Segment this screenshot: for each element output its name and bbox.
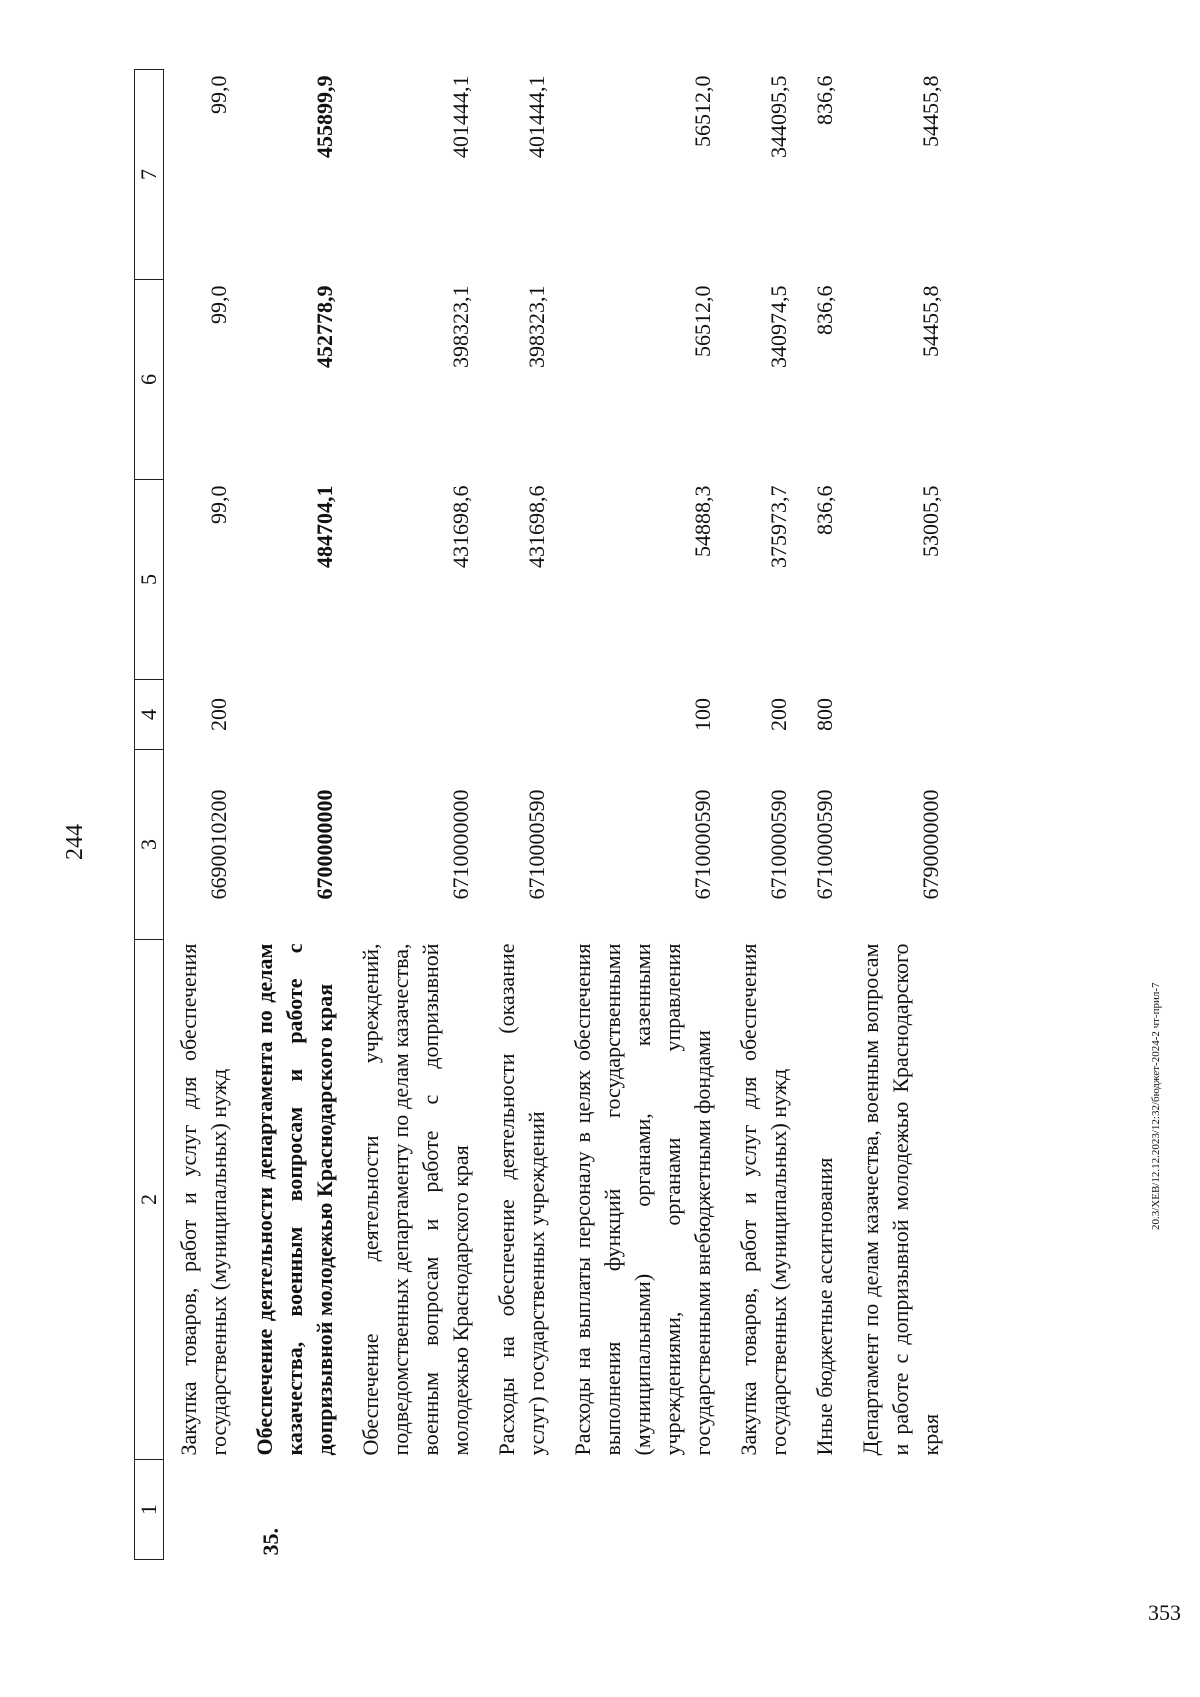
row-code: 6710000590 <box>812 789 837 900</box>
row-code: 6710000000 <box>448 789 473 900</box>
page-number: 353 <box>1148 1600 1181 1625</box>
row-value-6: 56512,0 <box>690 285 715 357</box>
row-name: Расходы на обеспечение деятельности (оказание услуг) государственных учреждений <box>494 943 549 1456</box>
header-col-5: 5 <box>135 480 164 680</box>
row-name: Расходы на выплаты персоналу в целях обеспечения выполнения функций государственными (муниципальными) органами, казенными учреждениями, органами управления государственными внебюджетными фондами <box>570 943 715 1456</box>
row-value-5: 484704,1 <box>312 485 337 568</box>
row-type: 200 <box>206 698 231 731</box>
row-number <box>724 1460 800 1560</box>
table-row <box>346 70 482 1560</box>
row-value-7: 401444,1 <box>448 75 473 158</box>
row-type: 200 <box>766 698 791 731</box>
row-code: 6710000590 <box>524 789 549 900</box>
row-code: 6700000000 <box>312 789 337 900</box>
row-value-5: 375973,7 <box>766 485 791 568</box>
row-name: Закупка товаров, работ и услуг для обеспечения государственных (муниципальных) нужд <box>736 943 791 1456</box>
row-value-6: 398323,1 <box>448 285 473 368</box>
row-value-6: 340974,5 <box>766 285 791 368</box>
row-value-5: 53005,5 <box>918 485 943 557</box>
table-row <box>164 70 241 1560</box>
row-number <box>346 1460 482 1560</box>
row-number <box>164 1460 241 1560</box>
row-type <box>346 680 482 750</box>
row-name: Обеспечение деятельности учреждений, подведомственных департаменту по делам казачества, военным вопросам и работе с допризывной молодежью Краснодарского края <box>358 943 473 1456</box>
row-value-6: 398323,1 <box>524 285 549 368</box>
row-code: 6690010200 <box>206 789 231 900</box>
table-row <box>558 70 724 1560</box>
row-type <box>846 680 952 750</box>
table-row <box>724 70 800 1560</box>
row-value-7: 56512,0 <box>690 75 715 147</box>
row-value-5: 836,6 <box>812 485 837 535</box>
row-code: 6710000590 <box>766 789 791 900</box>
row-type: 800 <box>812 698 837 731</box>
row-name: Иные бюджетные ассигнования <box>812 1157 837 1456</box>
row-code: 6790000000 <box>918 789 943 900</box>
row-number <box>482 1460 558 1560</box>
row-type <box>482 680 558 750</box>
row-value-6: 54455,8 <box>918 285 943 357</box>
table-row <box>800 70 846 1560</box>
header-col-7: 7 <box>135 70 164 280</box>
row-value-7: 401444,1 <box>524 75 549 158</box>
row-value-5: 431698,6 <box>448 485 473 568</box>
row-value-5: 431698,6 <box>524 485 549 568</box>
document-footer-code: 20.3/XEB/12.12.2023/12:32/бюджет-2024-2 чт-прил-7 <box>1150 982 1162 1230</box>
row-value-7: 54455,8 <box>918 75 943 147</box>
header-col-3: 3 <box>135 750 164 940</box>
row-code: 6710000590 <box>690 789 715 900</box>
row-name: Закупка товаров, работ и услуг для обеспечения государственных (муниципальных) нужд <box>176 943 231 1456</box>
row-name: Обеспечение деятельности департамента по делам казачества, военным вопросам и работе с допризывной молодежью Краснодарского края <box>252 943 337 1456</box>
row-value-7: 455899,9 <box>312 75 337 158</box>
header-col-6: 6 <box>135 280 164 480</box>
row-number <box>846 1460 952 1560</box>
table-row-section <box>240 70 346 1560</box>
row-number <box>558 1460 724 1560</box>
row-type <box>240 680 346 750</box>
row-type: 100 <box>690 698 715 731</box>
table-row <box>846 70 952 1560</box>
table-header-row <box>135 70 164 1560</box>
row-value-7: 344095,5 <box>766 75 791 158</box>
budget-table <box>134 69 952 1560</box>
row-value-6: 452778,9 <box>312 285 337 368</box>
header-col-2: 2 <box>135 940 164 1460</box>
row-value-6: 836,6 <box>812 285 837 335</box>
row-value-6: 99,0 <box>206 285 231 324</box>
row-number: 35. <box>258 1528 283 1556</box>
row-name: Департамент по делам казачества, военным вопросам и работе с допризывной молодежью Краснодарского края <box>858 943 943 1456</box>
row-value-5: 54888,3 <box>690 485 715 557</box>
rotated-page-content <box>60 60 1120 1560</box>
row-number <box>800 1460 846 1560</box>
row-value-7: 99,0 <box>206 75 231 114</box>
sheet-number: 244 <box>62 824 88 860</box>
header-col-4: 4 <box>135 680 164 750</box>
row-value-5: 99,0 <box>206 485 231 524</box>
table-row <box>482 70 558 1560</box>
header-col-1: 1 <box>135 1460 164 1560</box>
row-value-7: 836,6 <box>812 75 837 125</box>
